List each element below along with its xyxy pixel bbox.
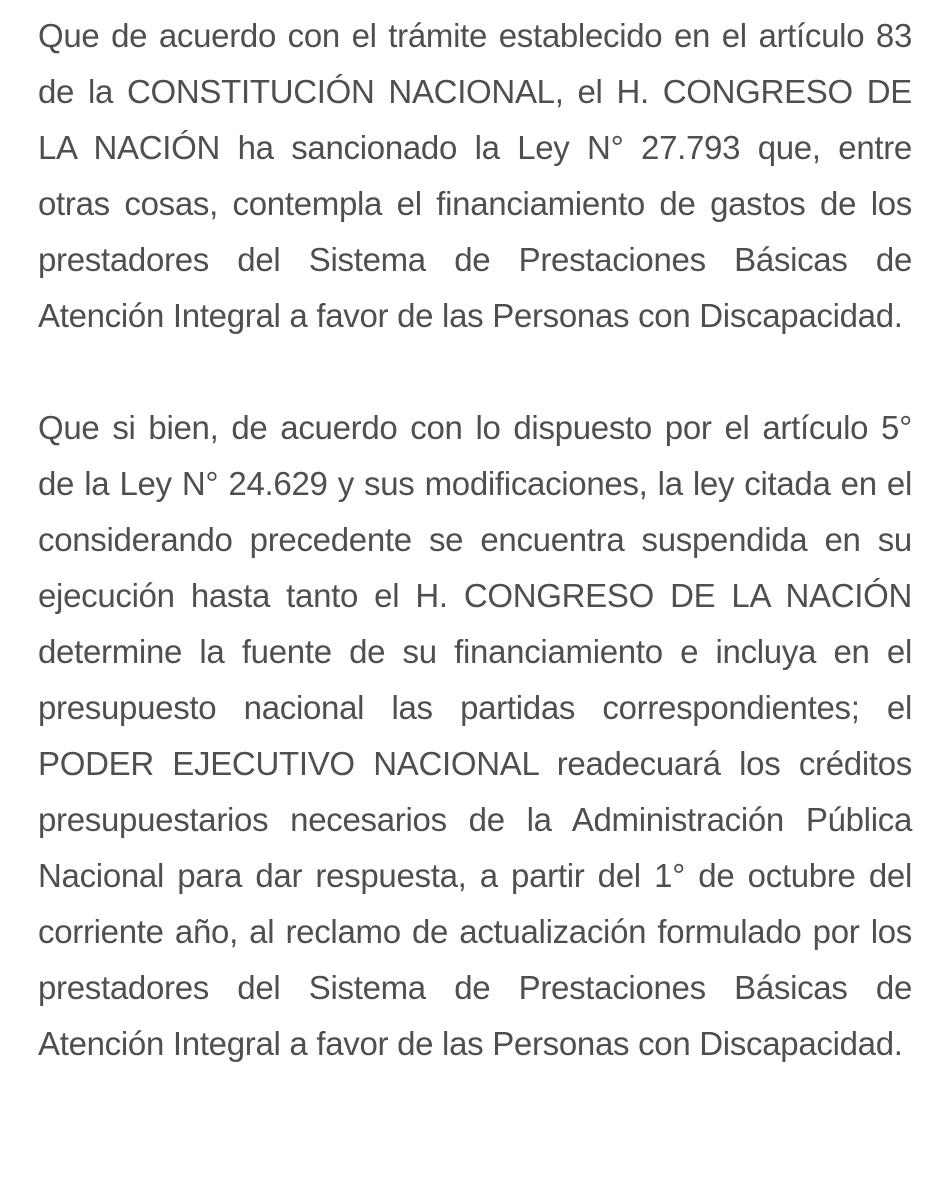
paragraph-spacer (38, 344, 912, 400)
paragraph-ley-24629: Que si bien, de acuerdo con lo dispuesto por el artículo 5° de la Ley N° 24.629 y sus modificaciones, la ley citada en el considerando precedente se encuentra suspendida en su ejecución hasta tanto el H. CONGRESO DE LA NACIÓN determine la fuente de su financiamiento e incluya en el presupuesto nacional las partidas correspondientes; el PODER EJECUTIVO NACIONAL readecuará los créditos presupuestarios necesarios de la Administración Pública Nacional para dar respuesta, a partir del 1° de octubre del corriente año, al reclamo de actualización formulado por los prestadores del Sistema de Prestaciones Básicas de Atención Integral a favor de las Personas con Discapacidad. (38, 409, 912, 1062)
document-body (38, 8, 912, 1072)
paragraph-ley-27793: Que de acuerdo con el trámite establecido en el artículo 83 de la CONSTITUCIÓN NACIONAL, el H. CONGRESO DE LA NACIÓN ha sancionado la Ley N° 27.793 que, entre otras cosas, contempla el financiamiento de gastos de los prestadores del Sistema de Prestaciones Básicas de Atención Integral a favor de las Personas con Discapacidad. (38, 17, 912, 334)
